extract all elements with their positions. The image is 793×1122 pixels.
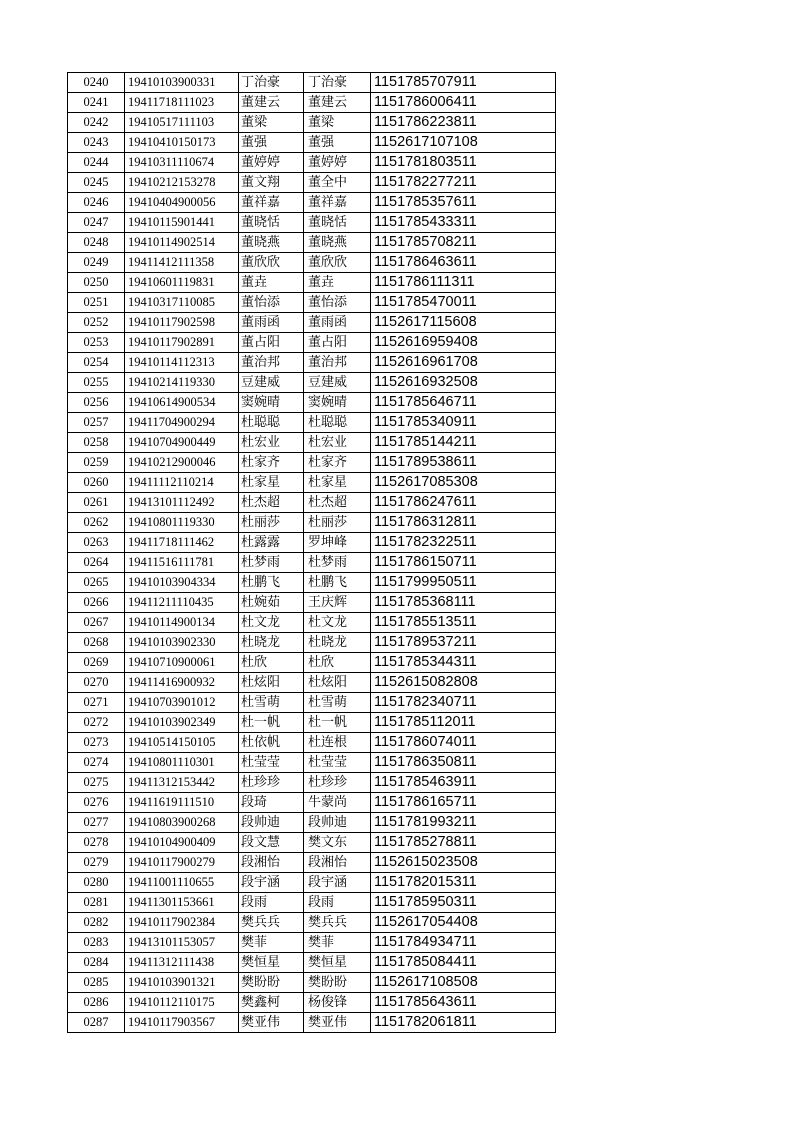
table-row: [68, 273, 556, 293]
seq-cell: 0258: [68, 433, 125, 453]
seq-cell: 0278: [68, 833, 125, 853]
seq-cell: 0272: [68, 713, 125, 733]
table-row: [68, 633, 556, 653]
name-cell: 杜文龙: [239, 613, 304, 633]
table-row: [68, 253, 556, 273]
seq-cell: 0254: [68, 353, 125, 373]
account-cell: 1151782340711: [371, 693, 556, 713]
table-row: [68, 513, 556, 533]
id-cell: 19410112110175: [125, 993, 239, 1013]
name-cell: 董治邦: [239, 353, 304, 373]
id-cell: 19410710900061: [125, 653, 239, 673]
payee-name-cell: 杜一帆: [304, 713, 371, 733]
name-cell: 樊盼盼: [239, 973, 304, 993]
payee-name-cell: 董梁: [304, 113, 371, 133]
seq-cell: 0260: [68, 473, 125, 493]
table-row: [68, 873, 556, 893]
name-cell: 段雨: [239, 893, 304, 913]
account-cell: 1151786350811: [371, 753, 556, 773]
name-cell: 董强: [239, 133, 304, 153]
payee-name-cell: 樊恒星: [304, 953, 371, 973]
table-row: [68, 553, 556, 573]
name-cell: 豆建威: [239, 373, 304, 393]
name-cell: 杜珍珍: [239, 773, 304, 793]
table-row: [68, 353, 556, 373]
payee-name-cell: 窦婉晴: [304, 393, 371, 413]
payee-name-cell: 董治邦: [304, 353, 371, 373]
seq-cell: 0280: [68, 873, 125, 893]
payee-name-cell: 杜宏业: [304, 433, 371, 453]
table-row: [68, 93, 556, 113]
account-cell: 1152616959408: [371, 333, 556, 353]
table-row: [68, 753, 556, 773]
account-cell: 1151789538611: [371, 453, 556, 473]
payee-name-cell: 樊盼盼: [304, 973, 371, 993]
payee-name-cell: 董全中: [304, 173, 371, 193]
name-cell: 樊菲: [239, 933, 304, 953]
account-cell: 1151782061811: [371, 1013, 556, 1033]
account-cell: 1151782015311: [371, 873, 556, 893]
payee-name-cell: 董婷婷: [304, 153, 371, 173]
id-cell: 19411412111358: [125, 253, 239, 273]
name-cell: 杜露露: [239, 533, 304, 553]
payee-name-cell: 杜杰超: [304, 493, 371, 513]
account-cell: 1151786074011: [371, 733, 556, 753]
seq-cell: 0255: [68, 373, 125, 393]
table-row: [68, 793, 556, 813]
payee-name-cell: 杜炫阳: [304, 673, 371, 693]
seq-cell: 0245: [68, 173, 125, 193]
table-row: [68, 893, 556, 913]
account-cell: 1151785084411: [371, 953, 556, 973]
payee-name-cell: 王庆辉: [304, 593, 371, 613]
account-cell: 1151785112011: [371, 713, 556, 733]
account-cell: 1151781803511: [371, 153, 556, 173]
seq-cell: 0265: [68, 573, 125, 593]
table-row: [68, 613, 556, 633]
seq-cell: 0266: [68, 593, 125, 613]
table-row: [68, 813, 556, 833]
id-cell: 19410104900409: [125, 833, 239, 853]
seq-cell: 0257: [68, 413, 125, 433]
payee-name-cell: 杜欣: [304, 653, 371, 673]
account-cell: 1151785278811: [371, 833, 556, 853]
name-cell: 董垚: [239, 273, 304, 293]
id-cell: 19410117903567: [125, 1013, 239, 1033]
account-cell: 1151785368111: [371, 593, 556, 613]
table-row: [68, 853, 556, 873]
table-row: [68, 933, 556, 953]
name-cell: 杜一帆: [239, 713, 304, 733]
payee-name-cell: 豆建威: [304, 373, 371, 393]
seq-cell: 0284: [68, 953, 125, 973]
payee-name-cell: 杜家齐: [304, 453, 371, 473]
account-cell: 1151799950511: [371, 573, 556, 593]
id-cell: 19411301153661: [125, 893, 239, 913]
table-row: [68, 713, 556, 733]
id-cell: 19410803900268: [125, 813, 239, 833]
id-cell: 19411619111510: [125, 793, 239, 813]
seq-cell: 0268: [68, 633, 125, 653]
seq-cell: 0271: [68, 693, 125, 713]
seq-cell: 0241: [68, 93, 125, 113]
table-row: [68, 673, 556, 693]
seq-cell: 0281: [68, 893, 125, 913]
table-row: [68, 313, 556, 333]
payee-name-cell: 杜梦雨: [304, 553, 371, 573]
payee-name-cell: 樊菲: [304, 933, 371, 953]
payee-name-cell: 段湘怡: [304, 853, 371, 873]
table-row: [68, 293, 556, 313]
account-cell: 1151785357611: [371, 193, 556, 213]
seq-cell: 0247: [68, 213, 125, 233]
seq-cell: 0244: [68, 153, 125, 173]
table-row: [68, 453, 556, 473]
account-cell: 1151782322511: [371, 533, 556, 553]
id-cell: 19410117900279: [125, 853, 239, 873]
name-cell: 杜家齐: [239, 453, 304, 473]
name-cell: 杜依帆: [239, 733, 304, 753]
seq-cell: 0261: [68, 493, 125, 513]
table-row: [68, 973, 556, 993]
id-cell: 19410103902330: [125, 633, 239, 653]
name-cell: 樊亚伟: [239, 1013, 304, 1033]
id-cell: 19410801110301: [125, 753, 239, 773]
account-cell: 1151786006411: [371, 93, 556, 113]
account-cell: 1151786247611: [371, 493, 556, 513]
name-cell: 段帅迪: [239, 813, 304, 833]
payee-name-cell: 牛蒙尚: [304, 793, 371, 813]
table-row: [68, 653, 556, 673]
id-cell: 19411718111023: [125, 93, 239, 113]
account-cell: 1151786150711: [371, 553, 556, 573]
account-cell: 1151785340911: [371, 413, 556, 433]
account-cell: 1152616961708: [371, 353, 556, 373]
name-cell: 杜炫阳: [239, 673, 304, 693]
name-cell: 杜聪聪: [239, 413, 304, 433]
name-cell: 樊恒星: [239, 953, 304, 973]
table-row: [68, 373, 556, 393]
table-row: [68, 433, 556, 453]
id-cell: 19410103901321: [125, 973, 239, 993]
seq-cell: 0253: [68, 333, 125, 353]
account-cell: 1151784934711: [371, 933, 556, 953]
seq-cell: 0267: [68, 613, 125, 633]
seq-cell: 0287: [68, 1013, 125, 1033]
account-cell: 1151785463911: [371, 773, 556, 793]
payee-name-cell: 董晓燕: [304, 233, 371, 253]
table-row: [68, 113, 556, 133]
account-cell: 1151786223811: [371, 113, 556, 133]
id-cell: 19410214119330: [125, 373, 239, 393]
table-row: [68, 693, 556, 713]
id-cell: 19410212900046: [125, 453, 239, 473]
table-row: [68, 733, 556, 753]
account-cell: 1151785708211: [371, 233, 556, 253]
id-cell: 19411416900932: [125, 673, 239, 693]
table-row: [68, 393, 556, 413]
name-cell: 董怡添: [239, 293, 304, 313]
seq-cell: 0273: [68, 733, 125, 753]
account-cell: 1151782277211: [371, 173, 556, 193]
table-row: [68, 1013, 556, 1033]
payee-name-cell: 杜晓龙: [304, 633, 371, 653]
id-cell: 19410114900134: [125, 613, 239, 633]
payee-name-cell: 杜莹莹: [304, 753, 371, 773]
seq-cell: 0249: [68, 253, 125, 273]
seq-cell: 0275: [68, 773, 125, 793]
payee-name-cell: 董祥嘉: [304, 193, 371, 213]
seq-cell: 0251: [68, 293, 125, 313]
account-cell: 1151786111311: [371, 273, 556, 293]
name-cell: 董晓燕: [239, 233, 304, 253]
table-row: [68, 833, 556, 853]
id-cell: 19411211110435: [125, 593, 239, 613]
table-row: [68, 193, 556, 213]
seq-cell: 0270: [68, 673, 125, 693]
payee-name-cell: 杨俊锋: [304, 993, 371, 1013]
account-cell: 1152616932508: [371, 373, 556, 393]
seq-cell: 0262: [68, 513, 125, 533]
name-cell: 段湘怡: [239, 853, 304, 873]
table-row: [68, 73, 556, 93]
id-cell: 19410614900534: [125, 393, 239, 413]
seq-cell: 0240: [68, 73, 125, 93]
name-cell: 董占阳: [239, 333, 304, 353]
seq-cell: 0283: [68, 933, 125, 953]
seq-cell: 0259: [68, 453, 125, 473]
table-row: [68, 573, 556, 593]
id-cell: 19411704900294: [125, 413, 239, 433]
id-cell: 19411112110214: [125, 473, 239, 493]
id-cell: 19410114112313: [125, 353, 239, 373]
name-cell: 段宇涵: [239, 873, 304, 893]
payee-name-cell: 董欣欣: [304, 253, 371, 273]
table-row: [68, 173, 556, 193]
name-cell: 杜杰超: [239, 493, 304, 513]
table-row: [68, 413, 556, 433]
id-cell: 19411312111438: [125, 953, 239, 973]
id-cell: 19410103900331: [125, 73, 239, 93]
seq-cell: 0286: [68, 993, 125, 1013]
account-cell: 1151785144211: [371, 433, 556, 453]
id-cell: 19410103902349: [125, 713, 239, 733]
account-cell: 1151785513511: [371, 613, 556, 633]
payee-name-cell: 董晓恬: [304, 213, 371, 233]
seq-cell: 0263: [68, 533, 125, 553]
payee-name-cell: 樊亚伟: [304, 1013, 371, 1033]
account-cell: 1152617054408: [371, 913, 556, 933]
payee-name-cell: 董垚: [304, 273, 371, 293]
table-row: [68, 993, 556, 1013]
payee-name-cell: 樊文东: [304, 833, 371, 853]
id-cell: 19410703901012: [125, 693, 239, 713]
name-cell: 董雨函: [239, 313, 304, 333]
payee-name-cell: 董怡添: [304, 293, 371, 313]
id-cell: 19411718111462: [125, 533, 239, 553]
account-cell: 1151785344311: [371, 653, 556, 673]
table-row: [68, 213, 556, 233]
payee-name-cell: 杜丽莎: [304, 513, 371, 533]
account-cell: 1151781993211: [371, 813, 556, 833]
id-cell: 19413101153057: [125, 933, 239, 953]
seq-cell: 0248: [68, 233, 125, 253]
name-cell: 段文慧: [239, 833, 304, 853]
id-cell: 19410317110085: [125, 293, 239, 313]
name-cell: 董晓恬: [239, 213, 304, 233]
name-cell: 杜宏业: [239, 433, 304, 453]
table-row: [68, 333, 556, 353]
name-cell: 樊鑫柯: [239, 993, 304, 1013]
payee-name-cell: 杜聪聪: [304, 413, 371, 433]
name-cell: 董建云: [239, 93, 304, 113]
account-cell: 1151785950311: [371, 893, 556, 913]
account-cell: 1151785470011: [371, 293, 556, 313]
payee-name-cell: 杜家星: [304, 473, 371, 493]
payee-name-cell: 杜珍珍: [304, 773, 371, 793]
payee-name-cell: 杜文龙: [304, 613, 371, 633]
seq-cell: 0252: [68, 313, 125, 333]
account-cell: 1151786165711: [371, 793, 556, 813]
account-cell: 1151785643611: [371, 993, 556, 1013]
id-cell: 19410801119330: [125, 513, 239, 533]
name-cell: 段琦: [239, 793, 304, 813]
id-cell: 19411001110655: [125, 873, 239, 893]
id-cell: 19410514150105: [125, 733, 239, 753]
id-cell: 19411516111781: [125, 553, 239, 573]
name-cell: 杜雪萌: [239, 693, 304, 713]
account-cell: 1152615082808: [371, 673, 556, 693]
payee-name-cell: 罗坤峰: [304, 533, 371, 553]
seq-cell: 0276: [68, 793, 125, 813]
payee-name-cell: 董建云: [304, 93, 371, 113]
id-cell: 19410410150173: [125, 133, 239, 153]
seq-cell: 0264: [68, 553, 125, 573]
payee-name-cell: 段宇涵: [304, 873, 371, 893]
id-cell: 19410704900449: [125, 433, 239, 453]
name-cell: 杜丽莎: [239, 513, 304, 533]
table-row: [68, 953, 556, 973]
name-cell: 杜家星: [239, 473, 304, 493]
account-cell: 1151785707911: [371, 73, 556, 93]
table-row: [68, 133, 556, 153]
payee-name-cell: 樊兵兵: [304, 913, 371, 933]
id-cell: 19413101112492: [125, 493, 239, 513]
id-cell: 19410117902598: [125, 313, 239, 333]
name-cell: 樊兵兵: [239, 913, 304, 933]
name-cell: 丁治豪: [239, 73, 304, 93]
account-cell: 1151786463611: [371, 253, 556, 273]
table-row: [68, 913, 556, 933]
payee-name-cell: 丁治豪: [304, 73, 371, 93]
payee-name-cell: 段帅迪: [304, 813, 371, 833]
data-table: [67, 72, 556, 1033]
table-row: [68, 153, 556, 173]
id-cell: 19411312153442: [125, 773, 239, 793]
name-cell: 董祥嘉: [239, 193, 304, 213]
account-cell: 1152617108508: [371, 973, 556, 993]
name-cell: 杜晓龙: [239, 633, 304, 653]
name-cell: 杜梦雨: [239, 553, 304, 573]
table-row: [68, 233, 556, 253]
table-row: [68, 473, 556, 493]
id-cell: 19410117902891: [125, 333, 239, 353]
account-cell: 1151789537211: [371, 633, 556, 653]
id-cell: 19410404900056: [125, 193, 239, 213]
seq-cell: 0269: [68, 653, 125, 673]
name-cell: 窦婉晴: [239, 393, 304, 413]
table-row: [68, 533, 556, 553]
seq-cell: 0246: [68, 193, 125, 213]
name-cell: 董文翔: [239, 173, 304, 193]
payee-name-cell: 董强: [304, 133, 371, 153]
name-cell: 董婷婷: [239, 153, 304, 173]
seq-cell: 0282: [68, 913, 125, 933]
name-cell: 杜莹莹: [239, 753, 304, 773]
id-cell: 19410103904334: [125, 573, 239, 593]
id-cell: 19410114902514: [125, 233, 239, 253]
seq-cell: 0277: [68, 813, 125, 833]
name-cell: 杜鹏飞: [239, 573, 304, 593]
seq-cell: 0250: [68, 273, 125, 293]
id-cell: 19410311110674: [125, 153, 239, 173]
seq-cell: 0279: [68, 853, 125, 873]
account-cell: 1151785646711: [371, 393, 556, 413]
account-cell: 1151786312811: [371, 513, 556, 533]
table-row: [68, 493, 556, 513]
seq-cell: 0256: [68, 393, 125, 413]
payee-name-cell: 杜鹏飞: [304, 573, 371, 593]
id-cell: 19410117902384: [125, 913, 239, 933]
payee-name-cell: 杜雪萌: [304, 693, 371, 713]
account-cell: 1151785433311: [371, 213, 556, 233]
table-row: [68, 773, 556, 793]
account-cell: 1152617085308: [371, 473, 556, 493]
id-cell: 19410601119831: [125, 273, 239, 293]
table-body: [68, 73, 556, 1033]
payee-name-cell: 董占阳: [304, 333, 371, 353]
account-cell: 1152615023508: [371, 853, 556, 873]
table-row: [68, 593, 556, 613]
name-cell: 董欣欣: [239, 253, 304, 273]
seq-cell: 0242: [68, 113, 125, 133]
name-cell: 董梁: [239, 113, 304, 133]
payee-name-cell: 段雨: [304, 893, 371, 913]
account-cell: 1152617107108: [371, 133, 556, 153]
id-cell: 19410212153278: [125, 173, 239, 193]
seq-cell: 0243: [68, 133, 125, 153]
id-cell: 19410115901441: [125, 213, 239, 233]
seq-cell: 0274: [68, 753, 125, 773]
name-cell: 杜婉茹: [239, 593, 304, 613]
payee-name-cell: 杜连根: [304, 733, 371, 753]
payee-name-cell: 董雨函: [304, 313, 371, 333]
seq-cell: 0285: [68, 973, 125, 993]
account-cell: 1152617115608: [371, 313, 556, 333]
id-cell: 19410517111103: [125, 113, 239, 133]
name-cell: 杜欣: [239, 653, 304, 673]
